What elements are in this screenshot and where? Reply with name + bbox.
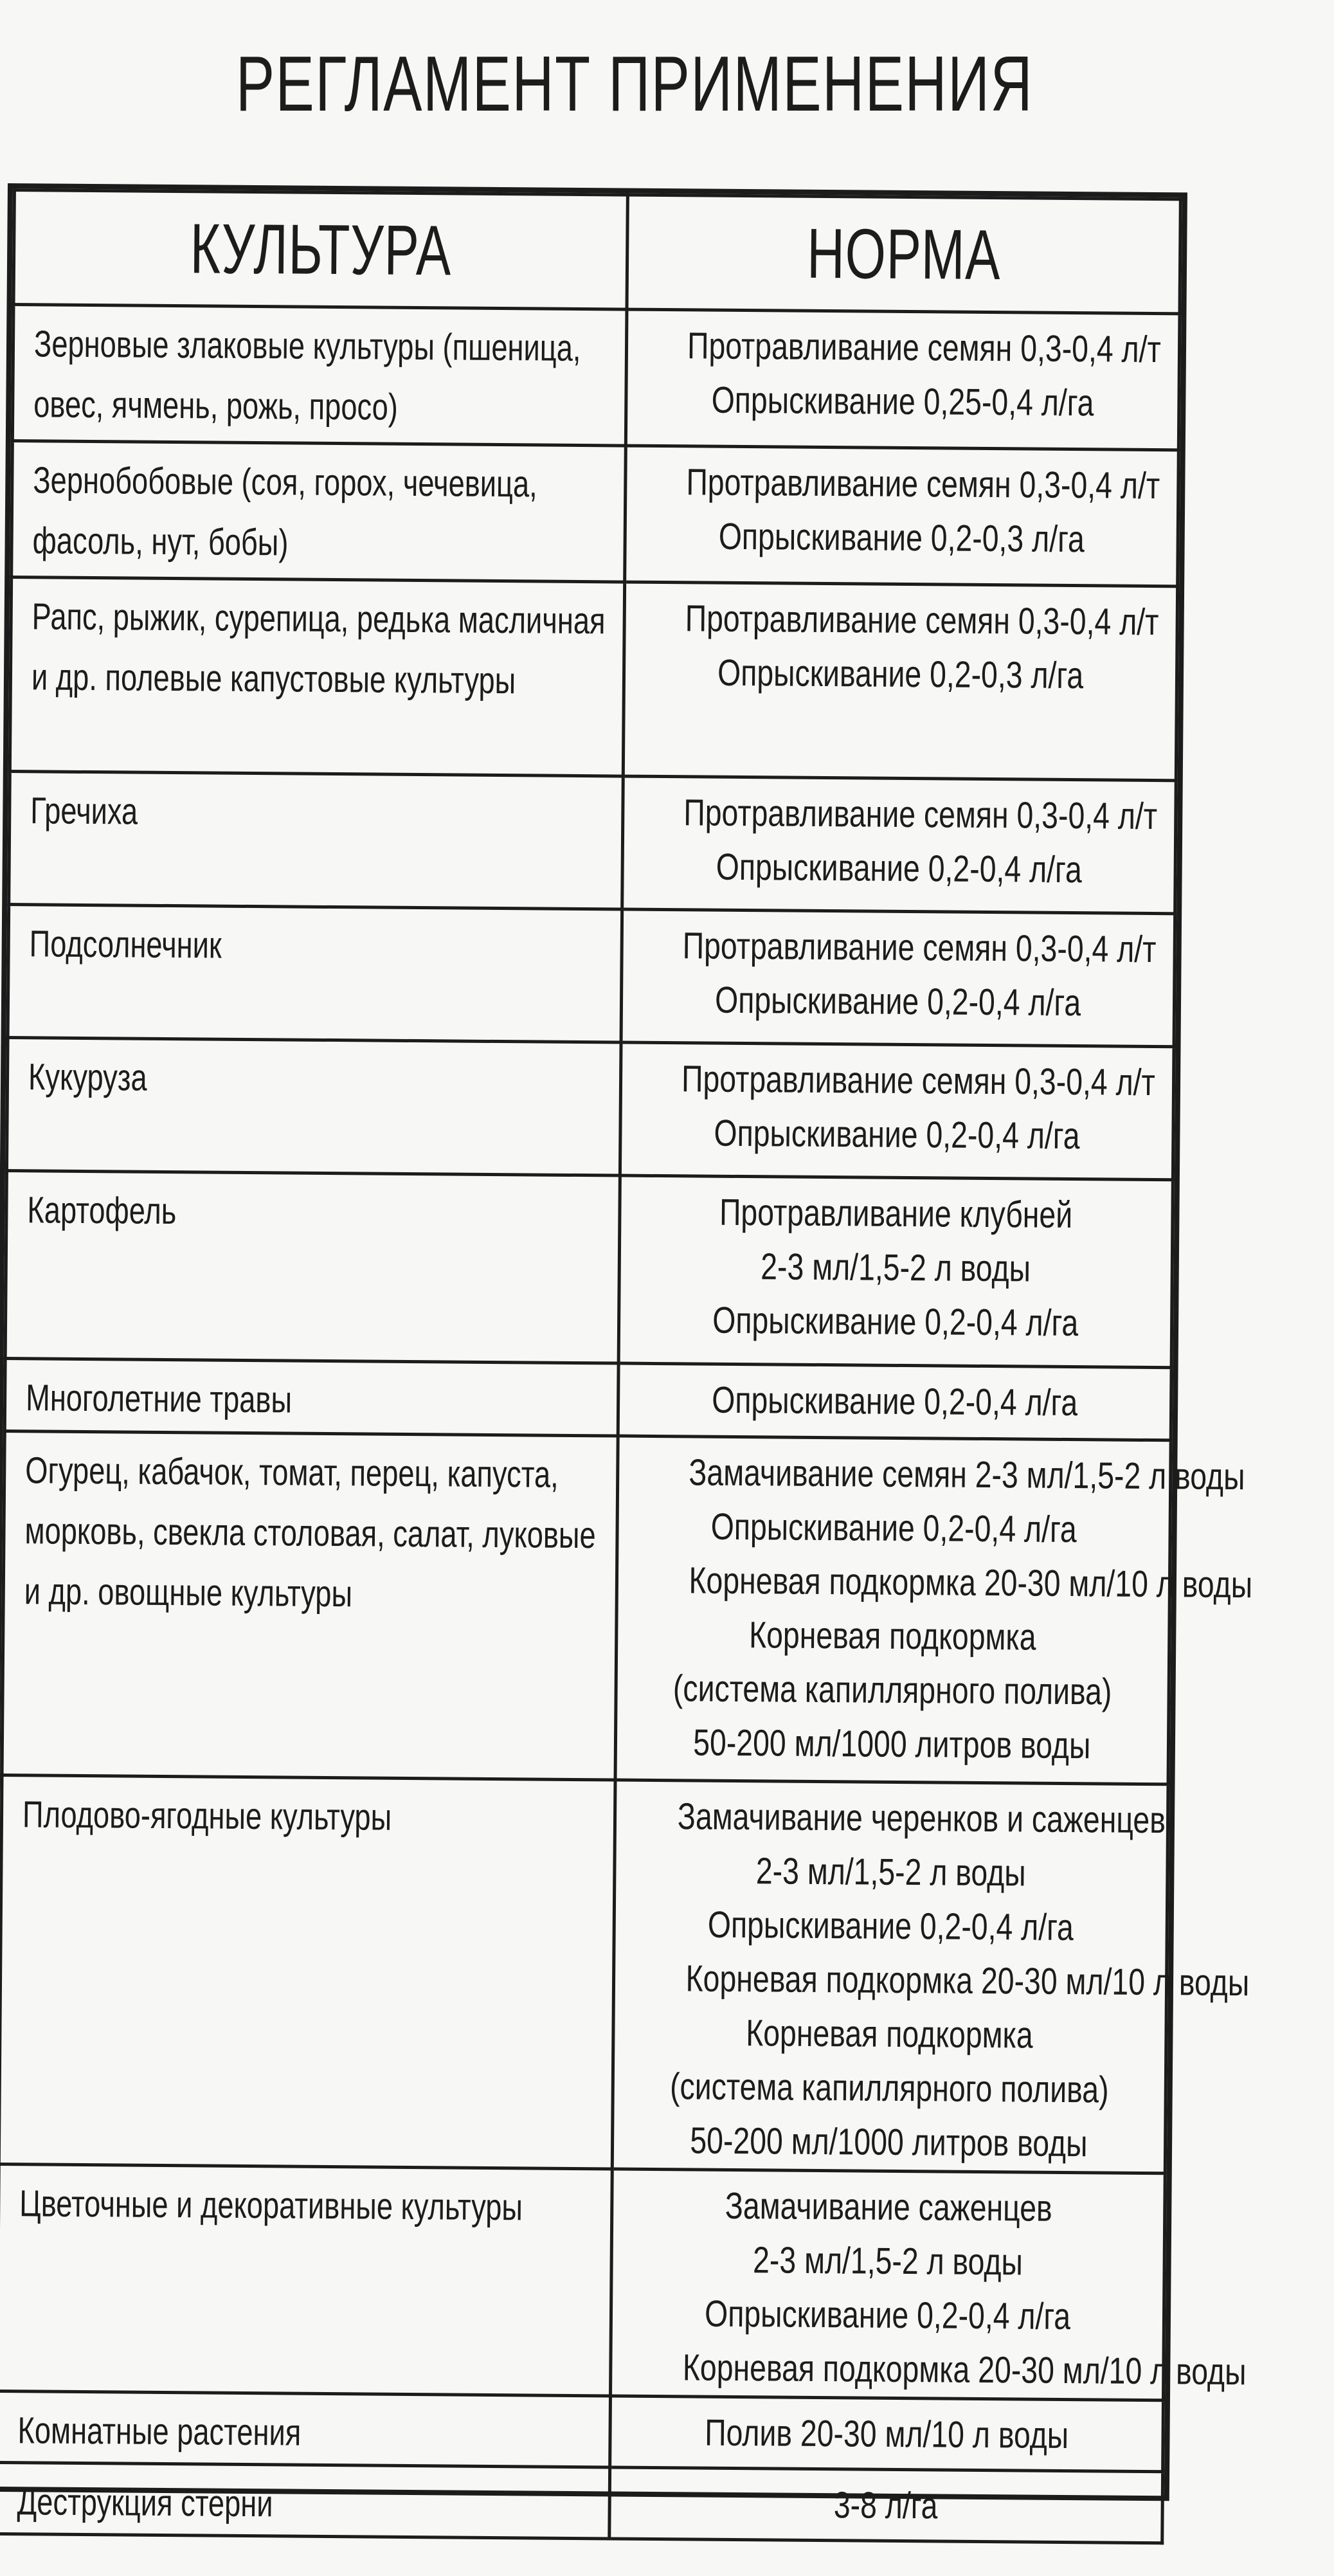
crop-name: Огурец, кабачок, томат, перец, капуста, морковь, свекла столовая, салат, луковые и др. овощные культуры	[24, 1449, 596, 1615]
norm-line: Опрыскивание 0,2-0,4 л/га	[712, 1299, 1079, 1345]
norm-line: Опрыскивание 0,2-0,4 л/га	[704, 2292, 1071, 2338]
crop-name: Кукуруза	[28, 1056, 147, 1099]
table-row	[12, 441, 1179, 586]
crop-name: Зернобобовые (соя, горох, чечевица, фасоль, нут, бобы)	[32, 459, 537, 564]
norm-cell	[622, 776, 1176, 914]
norm-cell	[610, 2396, 1164, 2472]
crop-name: Цветочные и декоративные культуры	[19, 2182, 523, 2229]
norm-line: Полив 20-30 мл/10 л воды	[704, 2411, 1069, 2457]
norm-line: Замачивание черенков и саженцев	[677, 1795, 1166, 1842]
crop-cell	[12, 441, 626, 582]
norm-line: Замачивание семян 2-3 мл/1,5-2 л воды	[689, 1451, 1245, 1498]
norm-line: Опрыскивание 0,2-0,4 л/га	[707, 1903, 1074, 1949]
norm-line: 3-8 л/га	[834, 2484, 939, 2527]
table-row	[0, 1775, 1168, 2173]
norm-line: Опрыскивание 0,2-0,4 л/га	[710, 1505, 1077, 1551]
crop-name: Многолетние травы	[25, 1377, 293, 1421]
table-row	[8, 905, 1175, 1047]
norm-line: Протравливание семян 0,3-0,4 л/т	[687, 325, 1162, 371]
crop-name: Картофель	[27, 1189, 177, 1233]
crop-cell	[6, 1038, 621, 1175]
crop-name: Плодово-ягодные культуры	[22, 1793, 392, 1838]
crop-cell	[0, 2391, 611, 2467]
norm-line: 2-3 мл/1,5-2 л воды	[761, 1246, 1031, 1290]
crop-cell	[2, 1431, 618, 1780]
norm-cell	[618, 1363, 1171, 1440]
norm-line: Корневая подкормка 20-30 мл/10 л воды	[685, 1957, 1250, 2004]
norm-cell	[612, 1780, 1250, 2173]
norm-line: Опрыскивание 0,2-0,4 л/га	[716, 846, 1082, 891]
table-row	[10, 577, 1177, 781]
norm-line: Протравливание семян 0,3-0,4 л/т	[683, 792, 1158, 838]
norm-cell	[626, 309, 1180, 450]
crop-cell	[10, 577, 624, 776]
table-row	[12, 305, 1180, 450]
norm-cell	[618, 1175, 1173, 1368]
norm-line: 2-3 мл/1,5-2 л воды	[755, 1850, 1027, 1894]
norm-line: Корневая подкормка 20-30 мл/10 л воды	[682, 2346, 1247, 2393]
crop-cell	[0, 2462, 610, 2538]
norm-line: 50-200 мл/1000 литров воды	[690, 2119, 1088, 2165]
norm-line: Опрыскивание 0,2-0,3 л/га	[717, 651, 1084, 697]
crop-cell	[0, 2164, 612, 2395]
regulation-table	[0, 183, 1253, 2527]
table-row	[6, 1038, 1174, 1180]
regulation-table-grid	[0, 188, 1253, 2544]
crop-cell	[12, 305, 627, 446]
norm-cell	[611, 2169, 1247, 2400]
table-row	[0, 2462, 1163, 2543]
norm-line: (система капиллярного полива)	[672, 1667, 1112, 1713]
crop-name: Комнатные растения	[17, 2409, 302, 2454]
norm-cell	[621, 909, 1175, 1047]
crop-name: Подсолнечник	[29, 923, 222, 966]
norm-line: Корневая подкормка 20-30 мл/10 л воды	[689, 1559, 1253, 1606]
norm-line: Опрыскивание 0,2-0,4 л/га	[711, 1379, 1078, 1424]
table-body	[0, 305, 1253, 2543]
norm-line: Протравливание семян 0,3-0,4 л/т	[681, 1058, 1156, 1104]
norm-line: Корневая подкормка	[749, 1614, 1037, 1658]
table-row	[5, 1359, 1171, 1440]
table-row	[9, 772, 1176, 914]
table-row	[0, 2391, 1163, 2471]
norm-line: Опрыскивание 0,25-0,4 л/га	[711, 379, 1094, 424]
norm-cell	[620, 1042, 1174, 1180]
page-title: РЕГЛАМЕНТ ПРИМЕНЕНИЯ	[235, 40, 1034, 127]
header-crop: КУЛЬТУРА	[14, 190, 627, 309]
norm-cell	[623, 582, 1177, 781]
crop-cell	[5, 1359, 618, 1436]
table-row	[2, 1431, 1171, 1784]
norm-line: 2-3 мл/1,5-2 л воды	[753, 2239, 1023, 2283]
norm-line: Опрыскивание 0,2-0,4 л/га	[714, 1112, 1080, 1157]
crop-cell	[8, 905, 622, 1042]
norm-line: (система капиллярного полива)	[669, 2065, 1109, 2111]
crop-name: Деструкция стерни	[17, 2481, 273, 2525]
norm-cell	[615, 1436, 1253, 1784]
table-header-row	[14, 190, 1180, 314]
norm-cell	[625, 446, 1179, 586]
crop-name: Рапс, рыжик, сурепица, редька масличная и др. полевые капустовые культуры	[31, 595, 606, 702]
norm-line: Опрыскивание 0,2-0,4 л/га	[714, 979, 1081, 1024]
norm-line: Протравливание семян 0,3-0,4 л/т	[685, 597, 1159, 644]
crop-cell	[0, 1775, 615, 2169]
norm-line: Протравливание семян 0,3-0,4 л/т	[686, 461, 1160, 507]
norm-line: 50-200 мл/1000 литров воды	[693, 1721, 1091, 1767]
crop-cell	[5, 1171, 620, 1363]
header-norm: НОРМА	[627, 195, 1180, 314]
norm-line: Протравливание семян 0,3-0,4 л/т	[682, 925, 1157, 971]
crop-name: Зерновые злаковые культуры (пшеница, овес, ячмень, рожь, просо)	[33, 323, 581, 428]
crop-cell	[9, 772, 624, 909]
table-row	[5, 1171, 1173, 1368]
norm-line: Опрыскивание 0,2-0,3 л/га	[718, 515, 1085, 561]
norm-line: Замачивание саженцев	[725, 2184, 1052, 2229]
crop-name: Гречиха	[30, 790, 138, 833]
norm-cell	[609, 2467, 1163, 2543]
norm-line: Протравливание клубней	[719, 1191, 1073, 1237]
norm-line: Корневая подкормка	[746, 2012, 1034, 2056]
table-row	[0, 2164, 1165, 2400]
